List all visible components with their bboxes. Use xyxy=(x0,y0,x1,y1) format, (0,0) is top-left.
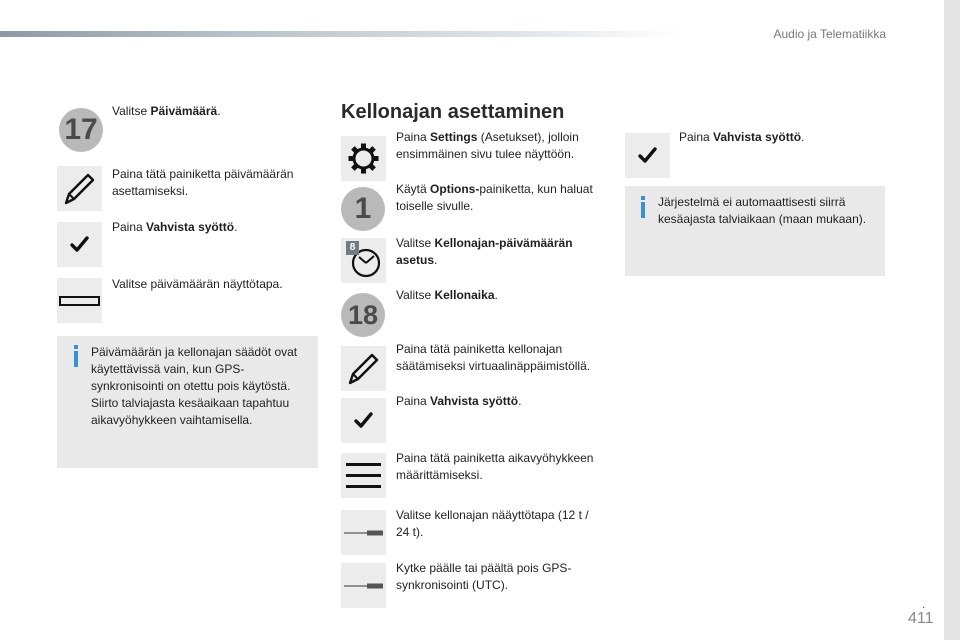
header-title: Audio ja Telematiikka xyxy=(773,27,886,41)
confirm-icon-box xyxy=(57,222,102,267)
gps-text: Kytke päälle tai päältä pois GPS-synkronisointi (UTC). xyxy=(396,561,572,592)
info-note-right-text: Järjestelmä ei automaattisesti siirrä kesäajasta talviaikaan (maan mukaan). xyxy=(658,195,867,226)
checkmark-icon xyxy=(57,222,102,267)
settings-text: Paina Settings (Asetukset), jolloin ensimmäinen sivu tulee näyttöön. xyxy=(396,130,579,161)
step-number: 17 xyxy=(64,113,98,146)
format-icon-box xyxy=(57,278,102,323)
pen-mid-text: Paina tätä painiketta kellonajan säätämiseksi virtuaalinäppäimistöllä. xyxy=(396,342,591,373)
info-note-right xyxy=(625,186,885,276)
info-icon xyxy=(641,202,645,218)
timezone-text: Paina tätä painiketta aikavyöhykkeen määrittämiseksi. xyxy=(396,451,594,482)
checkmark-icon xyxy=(625,133,670,178)
format-row-text: Valitse päivämäärän näyttötapa. xyxy=(112,277,283,291)
pen-icon-box xyxy=(57,166,102,211)
pen-row-text: Paina tätä painiketta päivämäärän asettamiseksi. xyxy=(112,167,294,198)
timezone-icon-box xyxy=(341,453,386,498)
gps-icon-box xyxy=(341,563,386,608)
confirm-mid-text: Paina Vahvista syöttö. xyxy=(396,394,522,408)
page-badge: 8 xyxy=(346,241,359,255)
clock-setting-text: Valitse Kellonajan-päivämäärän asetus. xyxy=(396,236,573,267)
page-number: 411 xyxy=(908,610,934,627)
confirm-right-text: Paina Vahvista syöttö. xyxy=(679,130,805,144)
step-number: 1 xyxy=(354,192,372,225)
toggle-slider-icon xyxy=(341,563,386,608)
step-17-text: Valitse Päivämäärä. xyxy=(112,104,221,118)
confirm-row-text: Paina Vahvista syöttö. xyxy=(112,220,238,234)
date-format-icon xyxy=(57,278,102,323)
time-format-icon-box xyxy=(341,510,386,555)
section-title: Kellonajan asettaminen xyxy=(341,101,565,123)
confirm-icon-box-right xyxy=(625,133,670,178)
page-edge-strip xyxy=(944,0,960,640)
gear-icon xyxy=(341,136,386,181)
settings-icon-box xyxy=(341,136,386,181)
confirm-icon-box-mid xyxy=(341,398,386,443)
step-18-text: Valitse Kellonaika. xyxy=(396,288,498,302)
step-18-badge xyxy=(341,293,385,337)
page-dots: . xyxy=(922,597,926,611)
info-icon xyxy=(74,351,78,367)
pen-icon xyxy=(341,346,386,391)
pen-icon-box-mid xyxy=(341,346,386,391)
header-bar xyxy=(0,31,685,37)
step-1-badge xyxy=(341,187,385,231)
info-note-left xyxy=(57,336,318,468)
clock-setting-icon-box xyxy=(341,238,386,283)
menu-icon xyxy=(341,453,386,498)
toggle-slider-icon xyxy=(341,510,386,555)
info-note-left-text: Päivämäärän ja kellonajan säädöt ovat käytettävissä vain, kun GPS-synkronisointi on otettu pois käytöstä. Siirto talviajasta kesäaikaan tapahtuu aikavyöhykkeen vaihtamisella. xyxy=(91,345,298,427)
step-number: 18 xyxy=(347,299,379,330)
pen-icon xyxy=(57,166,102,211)
time-format-text: Valitse kellonajan nääyttötapa (12 t / 24 t). xyxy=(396,508,589,539)
checkmark-icon xyxy=(341,398,386,443)
step-1-text: Käytä Options-painiketta, kun haluat toiselle sivulle. xyxy=(396,182,593,213)
step-17-badge xyxy=(59,108,103,152)
